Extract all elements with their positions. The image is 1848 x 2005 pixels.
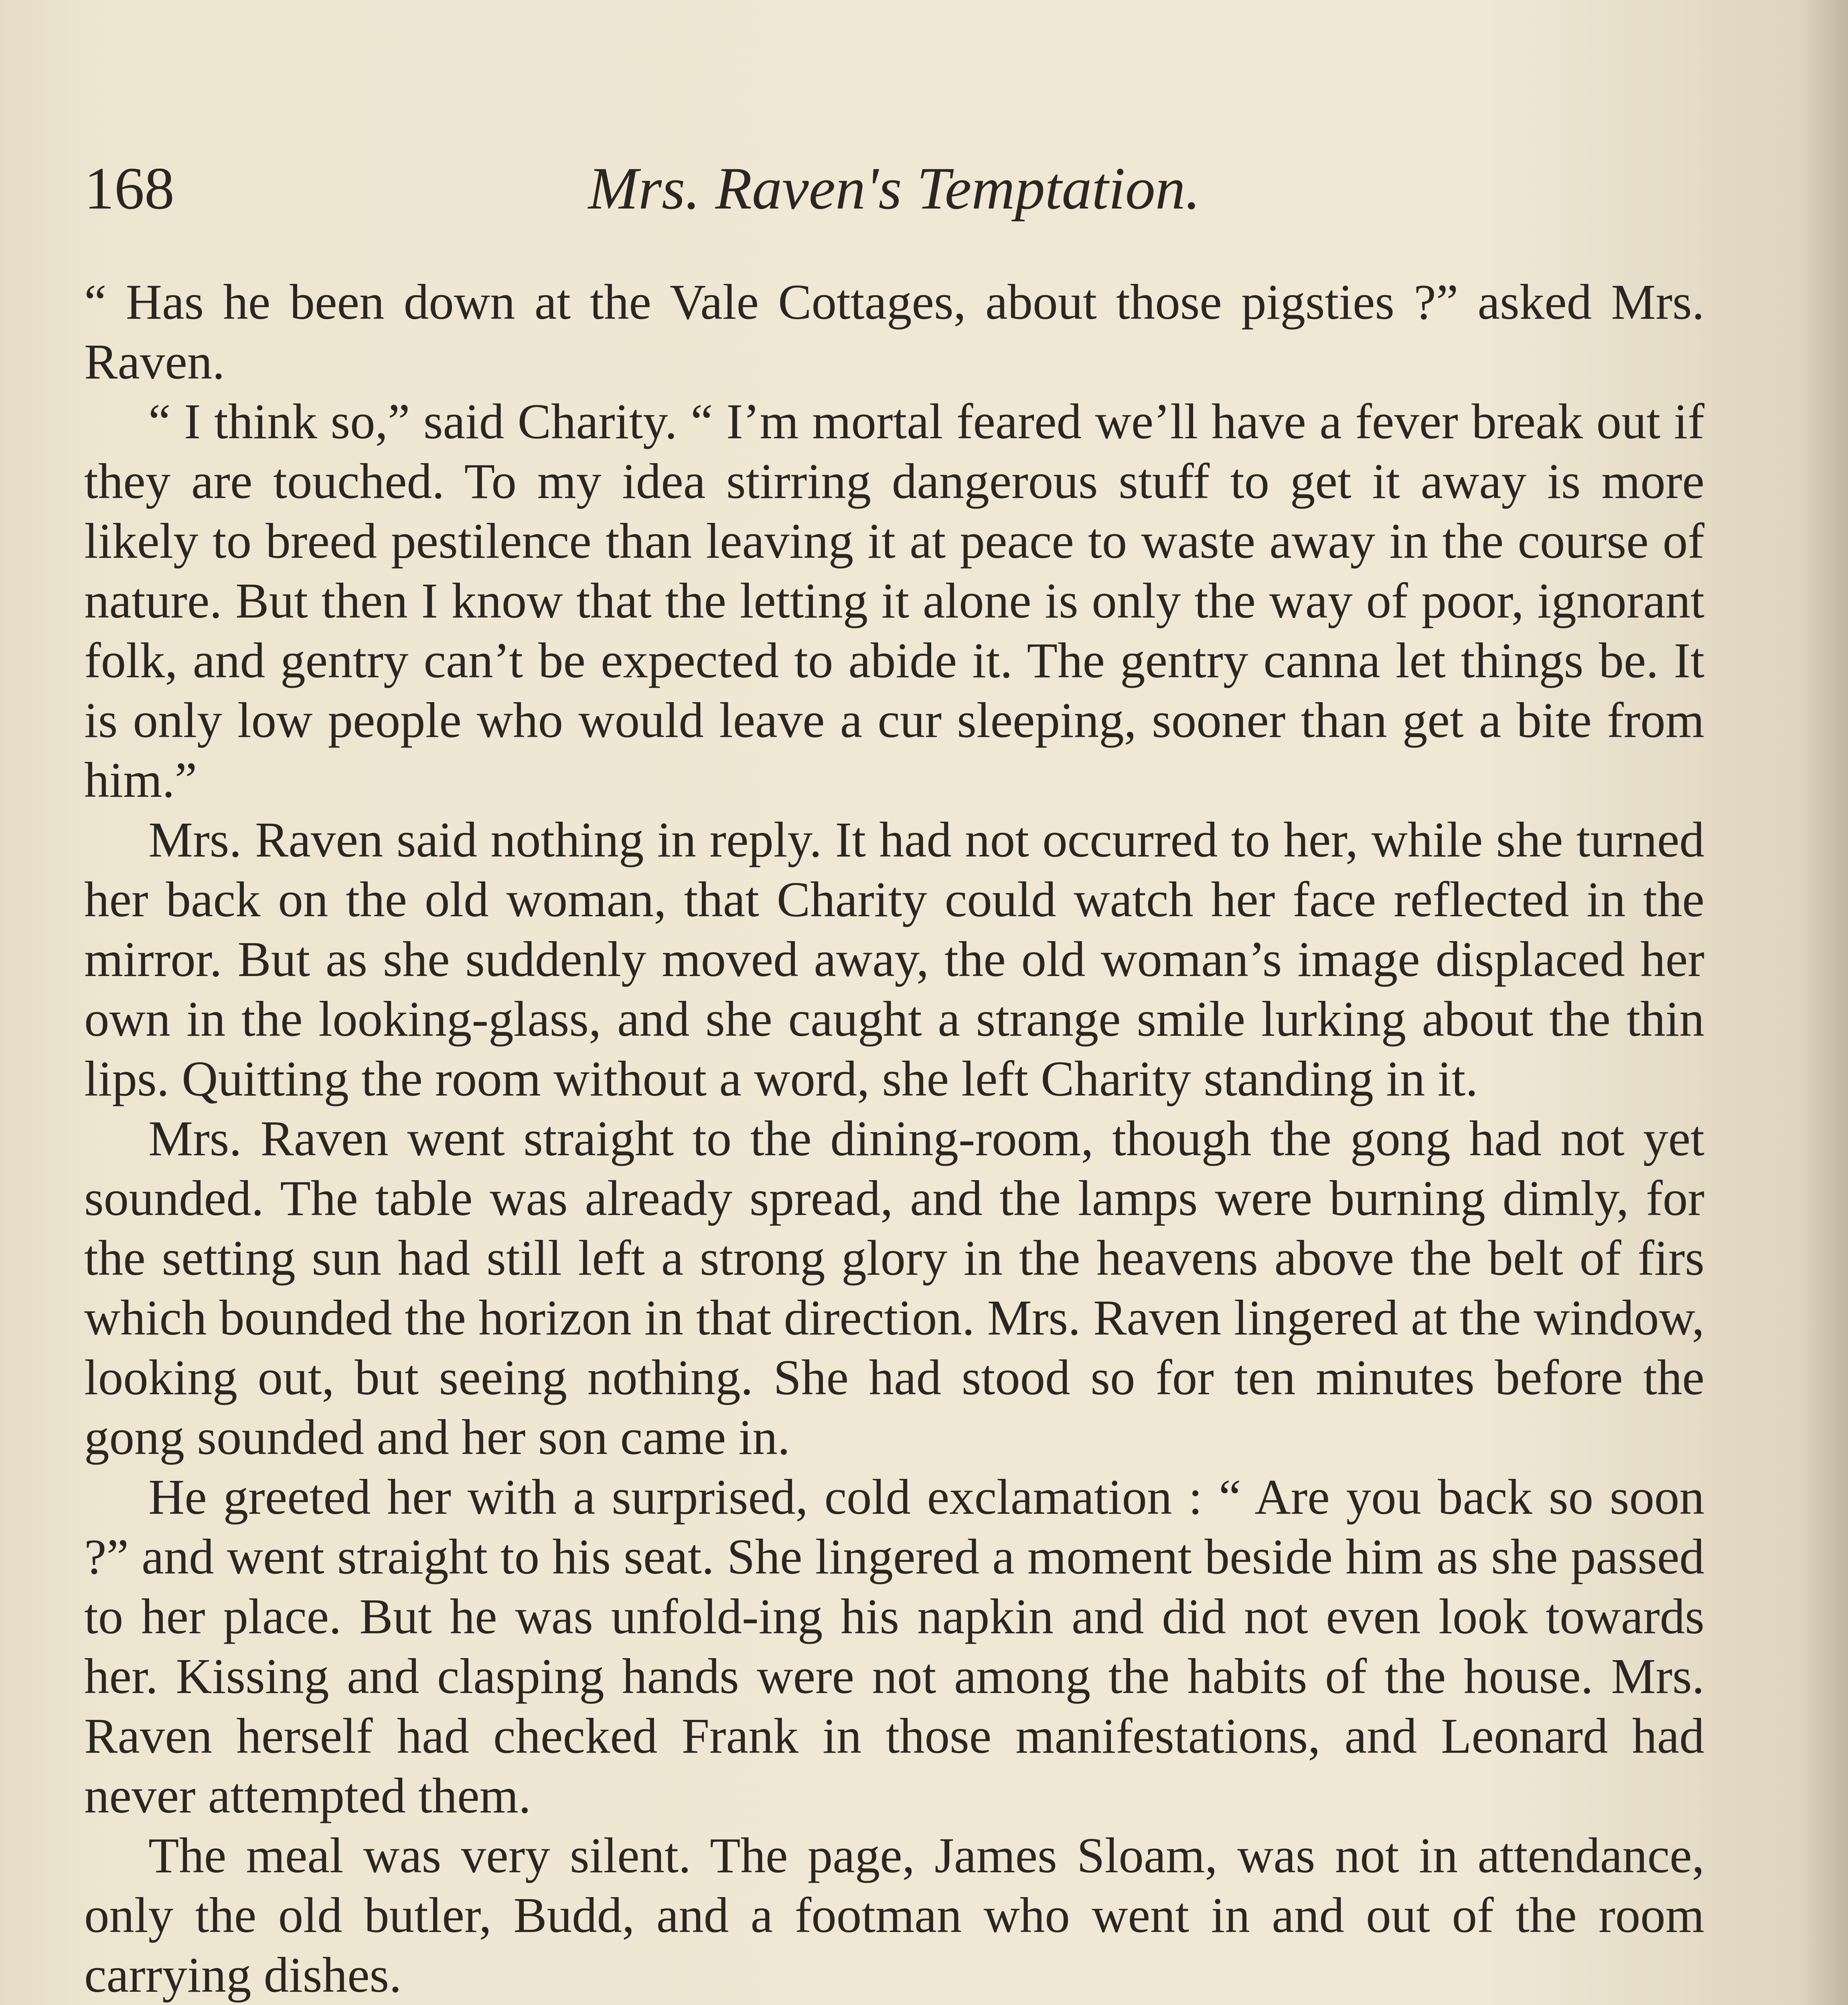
- paragraph: Mrs. Raven said nothing in reply. It had not occurred to her, while she turned her back on the old woman, that Charity could watch her face reflected in the mirror. But as she suddenly moved away, the old woman’s image displaced her own in the looking-glass, and she caught a strange smile lurking about the thin lips. Quitting the room without a word, she left Charity standing in it.: [84, 812, 1704, 1107]
- paragraph: “ Has he been down at the Vale Cottages, about those pigsties ?” asked Mrs. Raven.: [84, 275, 1704, 390]
- body-text: [84, 273, 1704, 2005]
- page-number: 168: [84, 155, 174, 222]
- running-title: Mrs. Raven's Temptation.: [588, 155, 1201, 222]
- paragraph: Mrs. Raven went straight to the dining-room, though the gong had not yet sounded. The table was already spread, and the lamps were burning dimly, for the setting sun had still left a strong glory in the heavens above the belt of firs which bounded the horizon in that direction. Mrs. Raven lingered at the window, looking out, but seeing nothing. She had stood so for ten minutes before the gong sounded and her son came in.: [84, 1111, 1704, 1465]
- paragraph: “ I think so,” said Charity. “ I’m mortal feared we’ll have a fever break out if they are touched. To my idea stirring dangerous stuff to get it away is more likely to breed pestilence than leaving it at peace to waste away in the course of nature. But then I know that the letting it alone is only the way of poor, ignorant folk, and gentry can’t be expected to abide it. The gentry canna let things be. It is only low people who would leave a cur sleeping, sooner than get a bite from him.”: [84, 394, 1704, 808]
- page-edge-shadow: [1800, 0, 1848, 2005]
- paragraph: He greeted her with a surprised, cold exclamation : “ Are you back so soon ?” and went straight to his seat. She lingered a moment beside him as she passed to her place. But he was unfold-ing his napkin and did not even look towards her. Kissing and clasping hands were not among the habits of the house. Mrs. Raven herself had checked Frank in those manifestations, and Leonard had never attempted them.: [84, 1470, 1704, 1824]
- page-header: [84, 152, 1704, 225]
- paragraph: The meal was very silent. The page, James Sloam, was not in attendance, only the old butler, Budd, and a footman who went in and out of the room carrying dishes.: [84, 1828, 1704, 2003]
